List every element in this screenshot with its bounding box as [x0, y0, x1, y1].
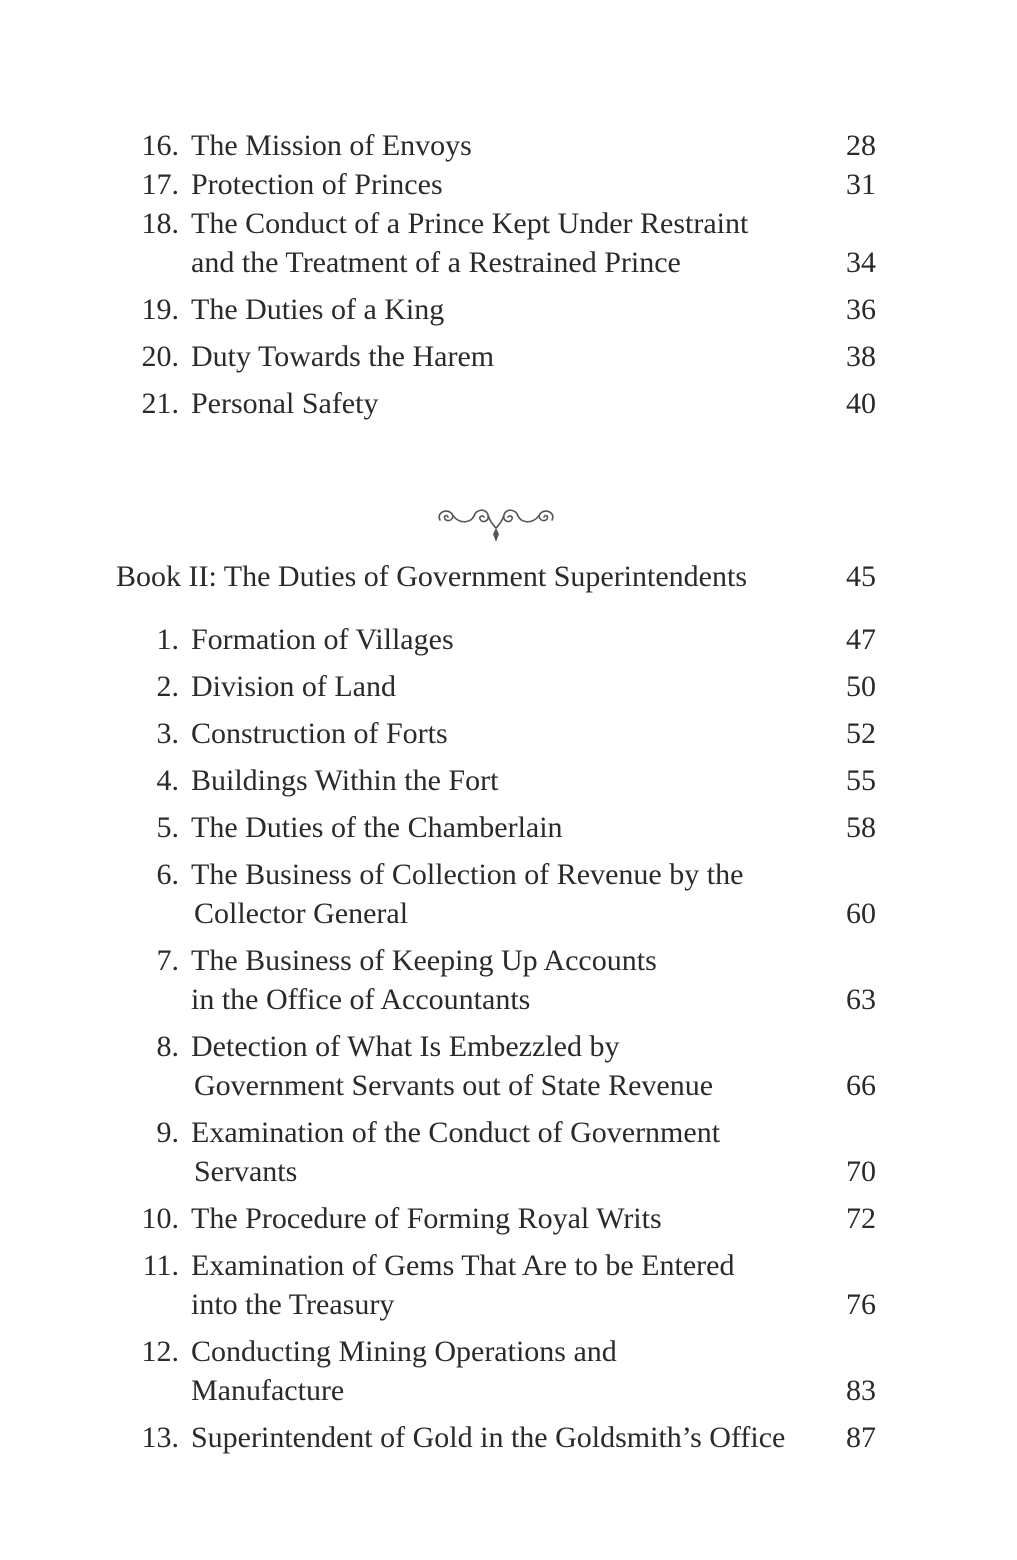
entry-title: Personal Safety	[191, 387, 379, 420]
toc-entry-18[interactable]	[0, 204, 1017, 282]
entry-page-number: 63	[846, 983, 876, 1016]
entry-number: 1.	[156, 623, 179, 656]
entry-title: Formation of Villages	[191, 623, 454, 656]
toc-entry-16[interactable]	[0, 126, 1017, 165]
entry-title: Examination of Gems That Are to be Entered into the Treasury	[191, 1249, 735, 1321]
toc-entry-1[interactable]	[0, 620, 1017, 659]
entry-title: The Duties of the Chamberlain	[191, 811, 563, 844]
entry-title: Division of Land	[191, 670, 396, 703]
toc-entry-9[interactable]	[0, 1113, 1017, 1191]
entry-number: 7.	[156, 944, 179, 977]
toc-entry-5[interactable]	[0, 808, 1017, 847]
entry-number: 11.	[142, 1249, 179, 1282]
entry-title: Detection of What Is Embezzled by Government Servants out of State Revenue	[191, 1030, 714, 1102]
entry-page-number: 34	[846, 246, 876, 279]
toc-entry-7[interactable]	[0, 941, 1017, 1019]
book-heading-title: Book II: The Duties of Government Superintendents	[116, 560, 747, 593]
entry-page-number: 55	[846, 764, 876, 797]
entry-page-number: 58	[846, 811, 876, 844]
entry-page-number: 72	[846, 1202, 876, 1235]
toc-entry-2[interactable]	[0, 667, 1017, 706]
entry-title: Construction of Forts	[191, 717, 448, 750]
entry-title: The Duties of a King	[191, 293, 445, 326]
entry-title: The Mission of Envoys	[191, 129, 472, 162]
entry-number: 12.	[141, 1335, 179, 1368]
book-heading-page-number: 45	[846, 560, 876, 593]
toc-entry-12[interactable]	[0, 1332, 1017, 1410]
toc-entry-3[interactable]	[0, 714, 1017, 753]
entry-page-number: 50	[846, 670, 876, 703]
entry-number: 9.	[156, 1116, 179, 1149]
book-1-entries	[0, 126, 1017, 423]
entry-title: Buildings Within the Fort	[191, 764, 499, 797]
toc-entry-17[interactable]	[0, 165, 1017, 204]
entry-number: 2.	[156, 670, 179, 703]
entry-title: The Conduct of a Prince Kept Under Restraint and the Treatment of a Restrained Prince	[191, 207, 749, 279]
book-2-heading[interactable]	[0, 557, 1017, 597]
entry-title: The Business of Collection of Revenue by the Collector General	[191, 858, 744, 930]
entry-title: Superintendent of Gold in the Goldsmith’s Office	[191, 1421, 786, 1454]
toc-entry-21[interactable]	[0, 384, 1017, 423]
entry-number: 5.	[156, 811, 179, 844]
entry-number: 16.	[141, 129, 179, 162]
entry-title: The Procedure of Forming Royal Writs	[191, 1202, 662, 1235]
toc-entry-11[interactable]	[0, 1246, 1017, 1324]
toc-entry-10[interactable]	[0, 1199, 1017, 1238]
entry-page-number: 52	[846, 717, 876, 750]
entry-page-number: 31	[846, 168, 876, 201]
entry-title: Protection of Princes	[191, 168, 443, 201]
entry-number: 20.	[141, 340, 179, 373]
entry-page-number: 83	[846, 1374, 876, 1407]
entry-page-number: 40	[846, 387, 876, 420]
entry-title: Conducting Mining Operations and Manufacture	[191, 1335, 617, 1407]
entry-page-number: 70	[846, 1155, 876, 1188]
toc-entry-8[interactable]	[0, 1027, 1017, 1105]
entry-page-number: 76	[846, 1288, 876, 1321]
entry-page-number: 66	[846, 1069, 876, 1102]
toc-entry-6[interactable]	[0, 855, 1017, 933]
toc-entry-4[interactable]	[0, 761, 1017, 800]
entry-title: The Business of Keeping Up Accounts in the Office of Accountants	[191, 944, 657, 1016]
entry-page-number: 87	[846, 1421, 876, 1454]
entry-page-number: 38	[846, 340, 876, 373]
entry-number: 21.	[141, 387, 179, 420]
entry-number: 18.	[141, 207, 179, 240]
book-2-entries	[0, 620, 1017, 1457]
entry-page-number: 36	[846, 293, 876, 326]
scroll-flourish-icon	[432, 500, 560, 548]
toc-entry-20[interactable]	[0, 337, 1017, 376]
entry-number: 8.	[156, 1030, 179, 1063]
entry-title: Examination of the Conduct of Government Servants	[191, 1116, 721, 1188]
entry-number: 13.	[141, 1421, 179, 1454]
entry-number: 19.	[141, 293, 179, 326]
toc-entry-13[interactable]	[0, 1418, 1017, 1457]
entry-number: 6.	[156, 858, 179, 891]
entry-number: 17.	[141, 168, 179, 201]
entry-page-number: 28	[846, 129, 876, 162]
entry-page-number: 60	[846, 897, 876, 930]
entry-number: 4.	[156, 764, 179, 797]
entry-title: Duty Towards the Harem	[191, 340, 495, 373]
entry-number: 10.	[141, 1202, 179, 1235]
toc-entry-19[interactable]	[0, 290, 1017, 329]
entry-page-number: 47	[846, 623, 876, 656]
entry-number: 3.	[156, 717, 179, 750]
